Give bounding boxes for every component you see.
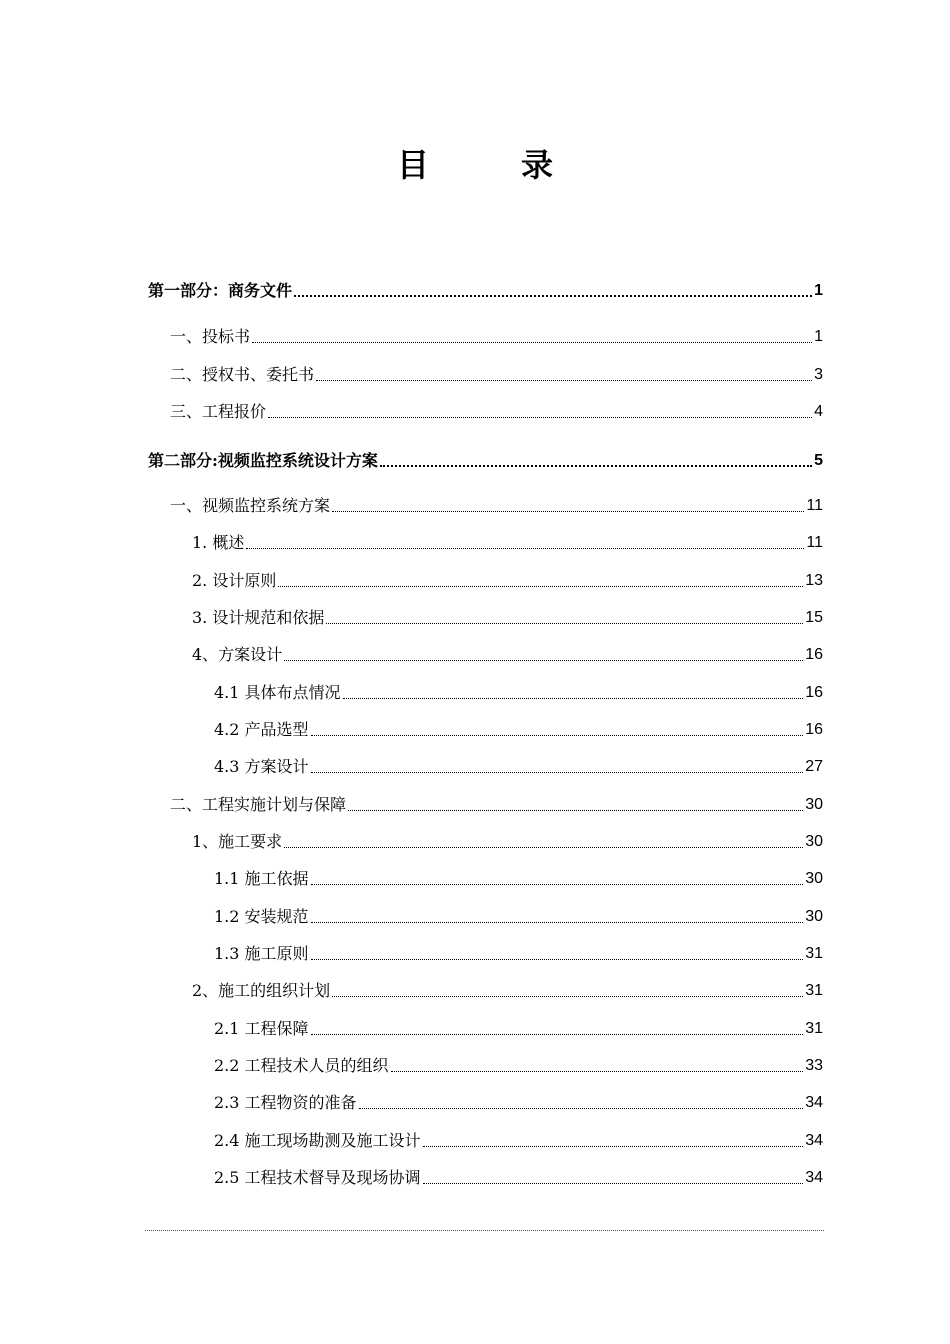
toc-entry-label: 第二部分:视频监控系统设计方案 (148, 451, 378, 470)
toc-entry-page: 31 (805, 982, 823, 999)
toc-entry-page: 4 (814, 403, 823, 420)
toc-entry-page: 30 (805, 870, 823, 887)
toc-entry[interactable] (148, 450, 823, 472)
toc-entry[interactable] (170, 326, 823, 348)
toc-entry-label: 1.3 施工原则 (214, 944, 309, 963)
toc-entry[interactable] (170, 401, 823, 423)
toc-entry-label: 二、授权书、委托书 (170, 365, 315, 384)
toc-entry[interactable] (214, 1167, 823, 1189)
toc-leader-dots (311, 958, 804, 960)
toc-entry-label: 4、方案设计 (192, 645, 283, 664)
toc-entry[interactable] (214, 1092, 823, 1114)
toc-leader-dots (326, 622, 803, 624)
toc-entry-page: 30 (805, 796, 823, 813)
toc-leader-dots (348, 809, 803, 811)
toc-leader-dots (343, 697, 804, 699)
toc-leader-dots (278, 585, 803, 587)
toc-entry-page: 16 (805, 684, 823, 701)
toc-entry-label: 2. 设计原则 (192, 571, 277, 590)
toc-entry-label: 1.2 安装规范 (214, 907, 309, 926)
toc-entry-label: 1. 概述 (192, 533, 245, 552)
toc-leader-dots (359, 1107, 804, 1109)
toc-entry-label: 4.2 产品选型 (214, 720, 309, 739)
toc-entry-page: 16 (805, 646, 823, 663)
toc-entry[interactable] (170, 364, 823, 386)
toc-entry[interactable] (214, 868, 823, 890)
toc-leader-dots (294, 294, 812, 297)
toc-entry-label: 1、施工要求 (192, 832, 283, 851)
toc-entry-page: 30 (805, 833, 823, 850)
toc-leader-dots (311, 883, 804, 885)
toc-entry[interactable] (214, 719, 823, 741)
toc-leader-dots (284, 846, 803, 848)
toc-entry-page: 15 (805, 609, 823, 626)
toc-entry-page: 34 (805, 1169, 823, 1186)
toc-entry-label: 三、工程报价 (170, 402, 267, 421)
toc-leader-dots (423, 1145, 804, 1147)
toc-entry-label: 1.1 施工依据 (214, 869, 309, 888)
toc-entry-label: 第一部分：商务文件 (148, 281, 293, 300)
toc-leader-dots (423, 1182, 804, 1184)
toc-entry-page: 30 (805, 908, 823, 925)
toc-entry-label: 一、投标书 (170, 327, 251, 346)
toc-entry-label: 2、施工的组织计划 (192, 981, 331, 1000)
toc-entry[interactable] (148, 280, 823, 302)
toc-leader-dots (284, 659, 803, 661)
toc-entry[interactable] (214, 1018, 823, 1040)
toc-entry-page: 31 (805, 1020, 823, 1037)
toc-entry[interactable] (214, 1130, 823, 1152)
toc-leader-dots (316, 379, 812, 381)
toc-entry[interactable] (170, 495, 823, 517)
toc-entry[interactable] (192, 607, 823, 629)
toc-entry-page: 27 (805, 758, 823, 775)
toc-entry-label: 3. 设计规范和依据 (192, 608, 325, 627)
toc-entry-label: 2.1 工程保障 (214, 1019, 309, 1038)
toc-entry-label: 4.1 具体布点情况 (214, 683, 341, 702)
toc-leader-dots (246, 547, 804, 549)
toc-entry-label: 2.5 工程技术督导及现场协调 (214, 1168, 421, 1187)
toc-entry-label: 2.3 工程物资的准备 (214, 1093, 357, 1112)
footer-divider (145, 1230, 824, 1231)
toc-leader-dots (311, 1033, 804, 1035)
toc-entry-label: 2.4 施工现场勘测及施工设计 (214, 1131, 421, 1150)
toc-entry-page: 11 (806, 534, 823, 551)
toc-entry-page: 31 (805, 945, 823, 962)
toc-entry[interactable] (170, 794, 823, 816)
toc-entry-page: 5 (814, 452, 823, 469)
toc-leader-dots (252, 341, 812, 343)
toc-leader-dots (311, 771, 804, 773)
toc-entry-page: 16 (805, 721, 823, 738)
toc-entry[interactable] (214, 756, 823, 778)
toc-entry-label: 二、工程实施计划与保障 (170, 795, 347, 814)
toc-entry[interactable] (192, 831, 823, 853)
toc-entry[interactable] (214, 1055, 823, 1077)
toc-entry[interactable] (192, 532, 823, 554)
toc-entry-page: 13 (805, 572, 823, 589)
toc-leader-dots (380, 464, 812, 467)
toc-entry-label: 一、视频监控系统方案 (170, 496, 331, 515)
toc-title: 目 录 (396, 146, 583, 184)
toc-leader-dots (332, 510, 804, 512)
toc-entry[interactable] (192, 644, 823, 666)
toc-entry-page: 34 (805, 1094, 823, 1111)
toc-entry-page: 11 (806, 497, 823, 514)
toc-entry-page: 1 (814, 328, 823, 345)
toc-leader-dots (311, 921, 804, 923)
toc-entry-label: 4.3 方案设计 (214, 757, 309, 776)
toc-entry[interactable] (214, 943, 823, 965)
toc-entry[interactable] (192, 980, 823, 1002)
toc-leader-dots (391, 1070, 804, 1072)
toc-entry[interactable] (214, 682, 823, 704)
toc-leader-dots (311, 734, 804, 736)
toc-entry[interactable] (214, 906, 823, 928)
toc-entry-label: 2.2 工程技术人员的组织 (214, 1056, 389, 1075)
toc-entry-page: 34 (805, 1132, 823, 1149)
toc-leader-dots (332, 995, 803, 997)
toc-entry-page: 1 (814, 282, 823, 299)
toc-entry-page: 3 (814, 366, 823, 383)
toc-entry-page: 33 (805, 1057, 823, 1074)
toc-entry[interactable] (192, 570, 823, 592)
toc-leader-dots (268, 416, 812, 418)
